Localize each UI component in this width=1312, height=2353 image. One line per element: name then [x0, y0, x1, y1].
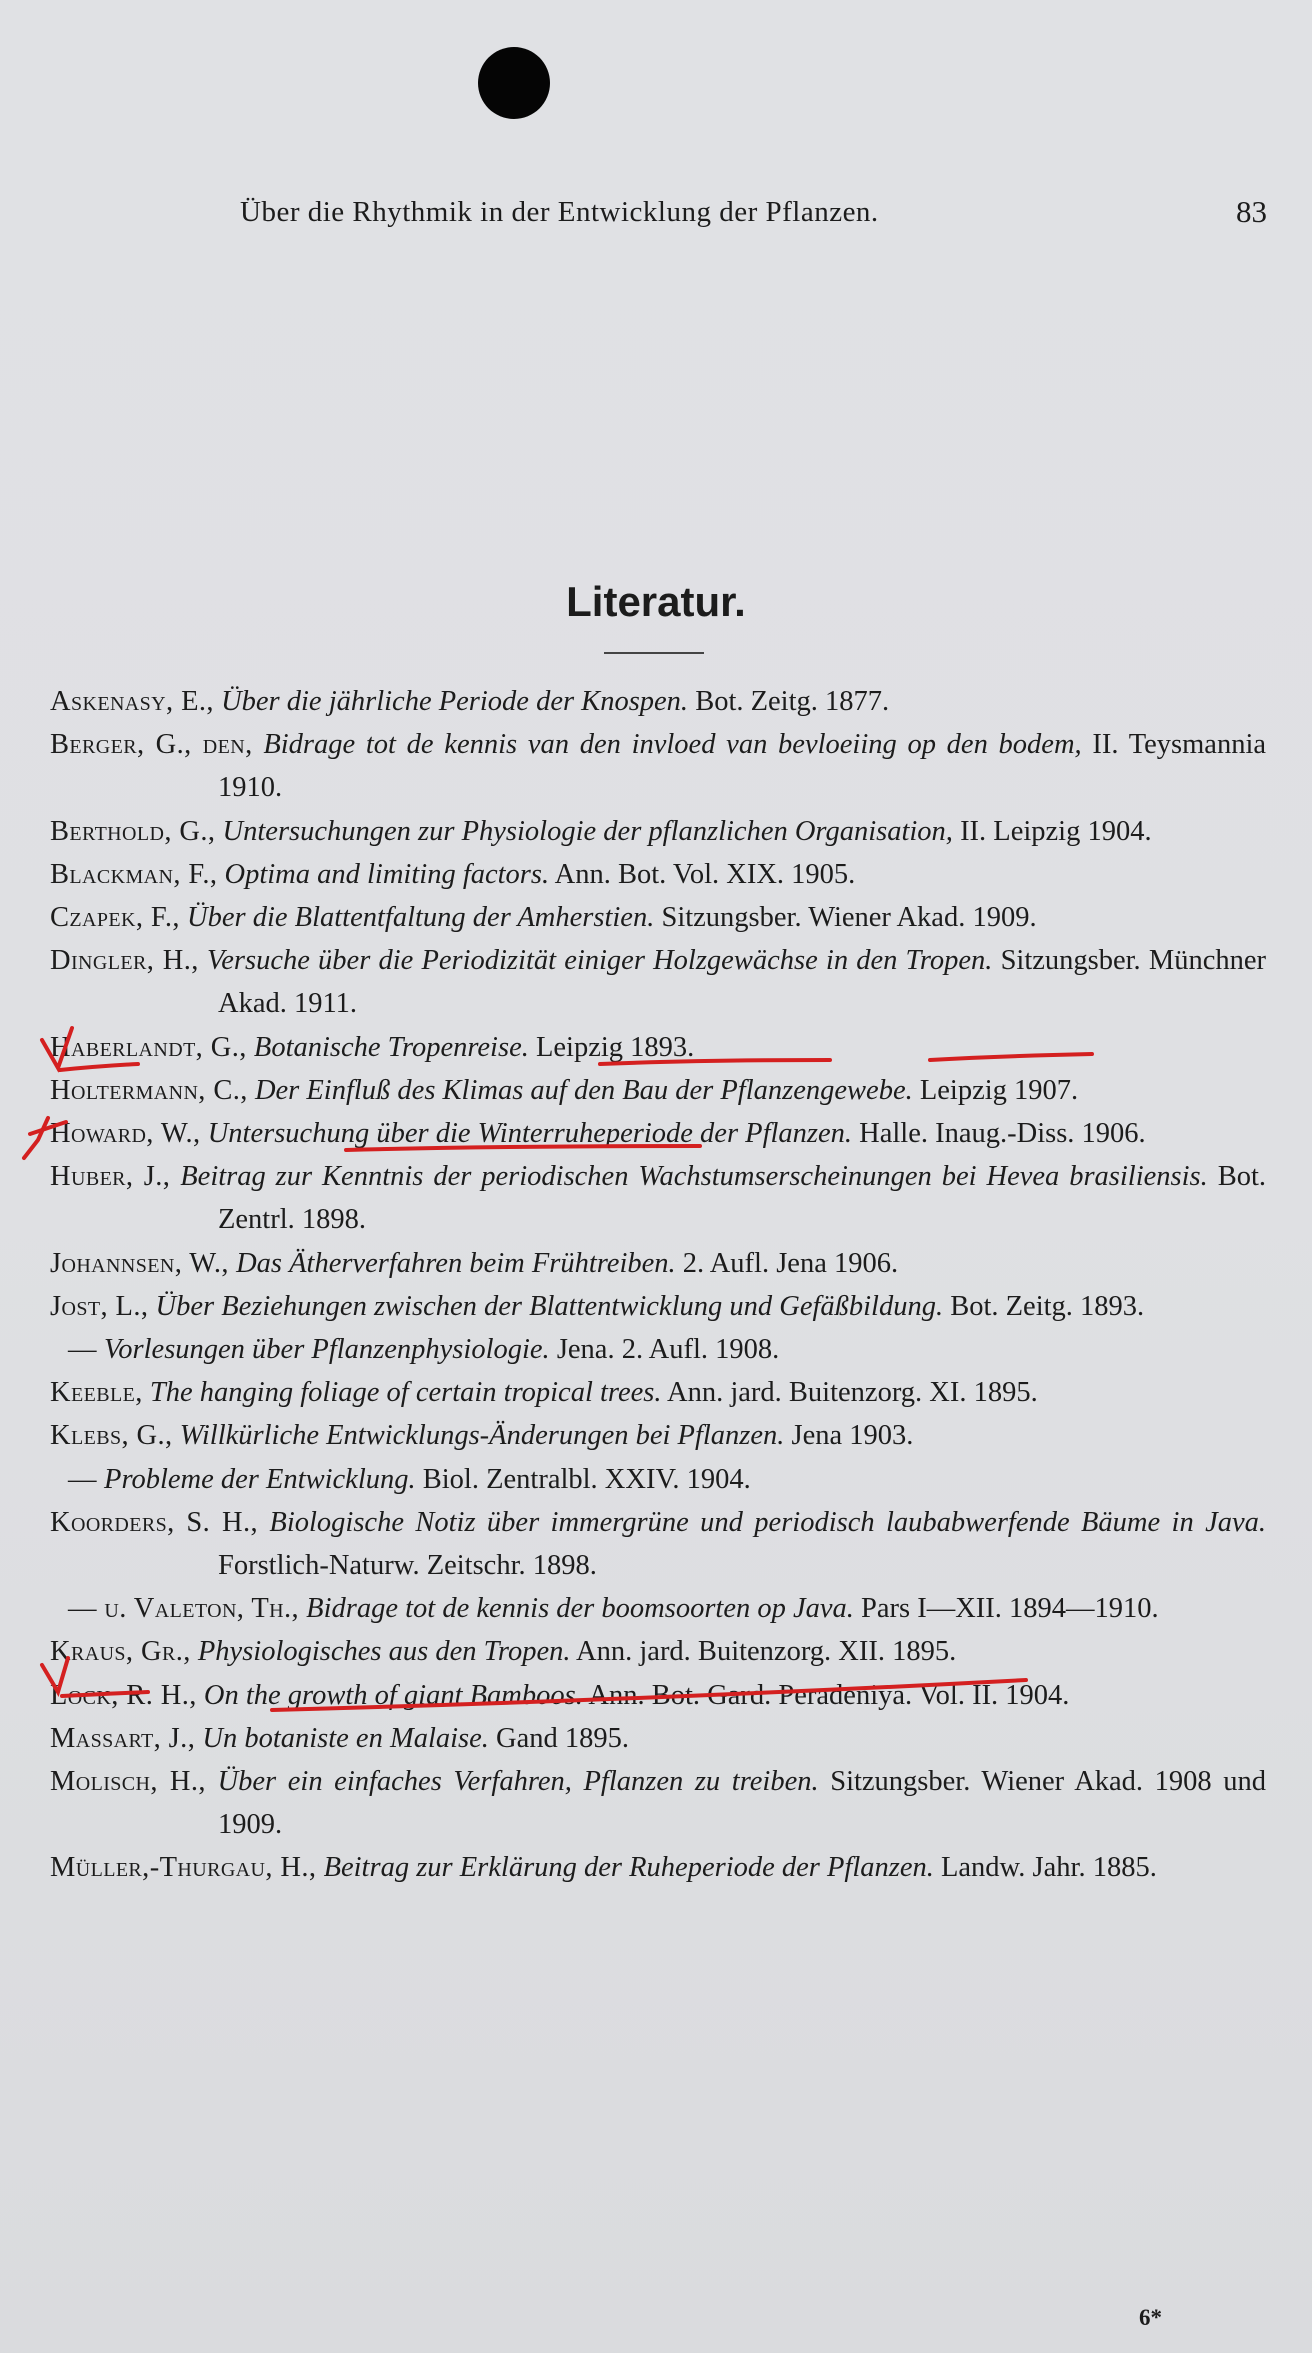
entry-publication: Landw. Jahr. 1885. — [941, 1852, 1157, 1884]
bibliography-entry — [50, 1285, 1266, 1328]
entry-publication: Ann. jard. Buitenzorg. XI. 1895. — [667, 1377, 1038, 1409]
title-rule — [604, 652, 704, 654]
entry-author: Koorders, S. H., — [50, 1506, 259, 1538]
entry-title: Physiologisches aus den Tropen. — [197, 1636, 571, 1668]
bibliography-entry — [50, 1846, 1266, 1889]
entry-title: Biologische Notiz über immergrüne und periodisch laubabwerfende Bäume in Java. — [269, 1506, 1267, 1538]
bibliography-entry — [50, 1155, 1266, 1241]
entry-publication: Jena 1903. — [791, 1420, 914, 1452]
entry-title: Optima and limiting factors. — [224, 858, 550, 890]
entry-title: The hanging foliage of certain tropical trees. — [149, 1377, 662, 1409]
entry-author: Jost, L., — [50, 1290, 149, 1322]
entry-author: Molisch, H., — [50, 1766, 206, 1798]
entry-author: Kraus, Gr., — [50, 1636, 191, 1668]
bibliography-entry — [50, 1414, 1266, 1457]
tick-mark — [24, 1118, 48, 1158]
entry-author: Klebs, G., — [50, 1420, 173, 1452]
entry-author: Howard, W., — [50, 1118, 201, 1150]
bibliography-entry — [50, 1501, 1266, 1587]
entry-publication: Bot. Zeitg. 1877. — [695, 686, 890, 717]
bibliography-entry — [50, 1587, 1266, 1630]
bibliography-entry — [50, 1026, 1266, 1069]
entry-publication: Ann. Bot. Vol. XIX. 1905. — [554, 858, 856, 890]
entry-author: Johannsen, W., — [50, 1247, 229, 1279]
entry-title: Über die Blattentfaltung der Amherstien. — [187, 902, 655, 934]
bibliography-entry — [50, 1371, 1266, 1414]
entry-publication: Leipzig 1893. — [535, 1031, 695, 1063]
bibliography-entry — [50, 1242, 1266, 1285]
entry-publication: 2. Aufl. Jena 1906. — [682, 1247, 899, 1279]
entry-author: Keeble, — [50, 1377, 143, 1409]
entry-publication: Ann. Bot. Gard. Peradeniya. Vol. II. 1904. — [588, 1679, 1070, 1711]
page-number: 83 — [1236, 194, 1267, 229]
entry-author: Dingler, H., — [50, 945, 199, 977]
entry-author: — — [68, 1463, 97, 1495]
entry-title: Der Einfluß des Klimas auf den Bau der Pflanzengewebe. — [254, 1074, 913, 1106]
bibliography-entry — [50, 853, 1266, 896]
entry-author: — — [68, 1334, 97, 1366]
running-title: Über die Rhythmik in der Entwicklung der Pflanzen. — [240, 196, 879, 228]
entry-author: Müller,-Thurgau, H., — [50, 1852, 317, 1884]
entry-author: Massart, J., — [50, 1722, 196, 1754]
bibliography-entry — [50, 1069, 1266, 1112]
section-title: Literatur. — [566, 578, 746, 625]
bibliography-entry — [50, 939, 1266, 1025]
entry-publication: Forstlich-Naturw. Zeitschr. 1898. — [218, 1550, 597, 1582]
entry-title: Willkürliche Entwicklungs-Änderungen bei Pflanzen. — [179, 1420, 785, 1452]
entry-author: Berger, G., den, — [50, 729, 253, 761]
bibliography-entry — [50, 1717, 1266, 1760]
entry-author: Askenasy, E., — [50, 686, 214, 717]
entry-publication: Bot. Zeitg. 1893. — [950, 1290, 1145, 1322]
entry-title: Vorlesungen über Pflanzenphysiologie. — [104, 1334, 550, 1366]
entry-title: Über ein einfaches Verfahren, Pflanzen zu treiben. — [217, 1766, 819, 1798]
entry-author: Berthold, G., — [50, 815, 216, 847]
bibliography-entry — [50, 1328, 1266, 1371]
entry-title: Botanische Tropenreise. — [253, 1031, 529, 1063]
entry-author: Holtermann, C., — [50, 1074, 248, 1106]
entry-title: Untersuchung über die Winterruheperiode der Pflanzen. — [207, 1118, 853, 1150]
entry-publication: Sitzungsber. Münchner Akad. 1911. — [218, 945, 1266, 1020]
entry-title: Bidrage tot de kennis der boomsoorten op Java. — [306, 1593, 854, 1625]
entry-publication: Jena. 2. Aufl. 1908. — [556, 1334, 780, 1366]
entry-publication: Sitzungsber. Wiener Akad. 1909. — [661, 902, 1037, 934]
entry-title: Un botaniste en Malaise. — [202, 1722, 489, 1754]
entry-title: Bidrage tot de kennis van den invloed van bevloeiing op den bodem, — [263, 729, 1082, 761]
entry-title: Über die jährliche Periode der Knospen. — [221, 686, 689, 717]
entry-title: Das Ätherverfahren beim Frühtreiben. — [236, 1247, 676, 1279]
entry-title: On the growth of giant Bamboos. — [203, 1679, 583, 1711]
entry-publication: II. Leipzig 1904. — [960, 815, 1152, 847]
entry-author: Huber, J., — [50, 1161, 171, 1193]
bibliography-entry — [50, 1630, 1266, 1673]
entry-author: Lock, R. H., — [50, 1679, 197, 1711]
entry-publication: Halle. Inaug.-Diss. 1906. — [859, 1118, 1146, 1150]
entry-publication: Biol. Zentralbl. XXIV. 1904. — [422, 1463, 751, 1495]
bibliography-entry — [50, 1760, 1266, 1846]
entry-title: Untersuchungen zur Physiologie der pflanzlichen Organisation, — [222, 815, 953, 847]
signature-mark: 6* — [1139, 2305, 1162, 2330]
bibliography-entry — [50, 810, 1266, 853]
bibliography-entry — [50, 1112, 1266, 1155]
entry-title: Beitrag zur Erklärung der Ruheperiode der Pflanzen. — [323, 1852, 934, 1884]
punch-hole — [478, 47, 550, 119]
bibliography-entry — [50, 1674, 1266, 1717]
entry-publication: Bot. Zentrl. 1898. — [218, 1161, 1267, 1236]
entry-publication: Pars I—XII. 1894—1910. — [861, 1593, 1159, 1625]
entry-author: — u. Valeton, Th., — [68, 1593, 300, 1625]
bibliography-list — [50, 680, 1266, 1890]
bibliography-entry — [50, 896, 1266, 939]
entry-publication: Leipzig 1907. — [919, 1074, 1079, 1106]
entry-title: Probleme der Entwicklung. — [104, 1463, 416, 1495]
bibliography-entry — [50, 680, 1266, 723]
entry-title: Versuche über die Periodizität einiger Holzgewächse in den Tropen. — [207, 945, 993, 977]
bibliography-entry — [50, 723, 1266, 809]
entry-publication: Gand 1895. — [496, 1722, 630, 1754]
entry-title: Über Beziehungen zwischen der Blattentwicklung und Gefäßbildung. — [155, 1290, 944, 1322]
bibliography-entry — [50, 1458, 1266, 1501]
entry-publication: II. Teysmannia 1910. — [218, 729, 1267, 804]
entry-publication: Sitzungsber. Wiener Akad. 1908 und 1909. — [218, 1766, 1267, 1841]
entry-author: Blackman, F., — [50, 858, 218, 890]
entry-title: Beitrag zur Kenntnis der periodischen Wachstumserscheinungen bei Hevea brasiliensis. — [180, 1161, 1208, 1193]
entry-author: Haberlandt, G., — [50, 1031, 247, 1063]
entry-author: Czapek, F., — [50, 902, 180, 934]
entry-publication: Ann. jard. Buitenzorg. XII. 1895. — [576, 1636, 957, 1668]
